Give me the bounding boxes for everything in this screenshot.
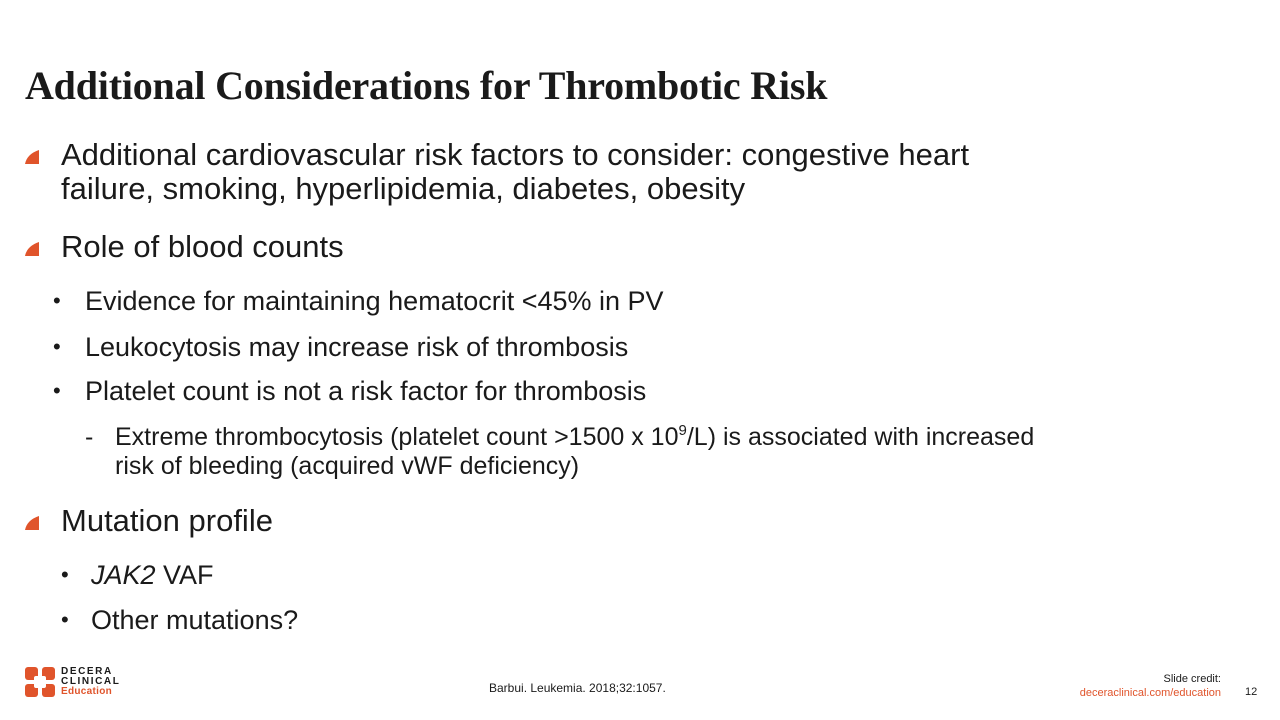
bullet-dot-icon: •	[53, 288, 61, 313]
logo-word-education: Education	[61, 686, 113, 697]
sub-bullet-leukocytosis	[53, 332, 629, 362]
bullet-marker-icon	[25, 150, 39, 164]
bullet-mutation-profile	[61, 504, 273, 538]
credit-link[interactable]: deceraclinical.com/education	[1079, 687, 1221, 699]
logo-mark-icon	[25, 667, 55, 697]
sub-bullet-other-mutations	[61, 605, 299, 635]
bullet-text: VAF	[155, 560, 214, 590]
bullet-text-post: /L) is associated with increased	[686, 423, 1035, 451]
sub-bullet-hematocrit	[53, 286, 664, 316]
logo-word-clinical: CLINICAL	[61, 676, 121, 687]
slide-credit	[1080, 672, 1221, 700]
superscript: 9	[678, 422, 687, 439]
bullet-dot-icon: •	[53, 334, 61, 359]
credit-label: Slide credit:	[1163, 673, 1221, 685]
bullet-text-line2: risk of bleeding (acquired vWF deficiency)	[115, 452, 580, 480]
decera-logo	[25, 667, 120, 697]
sub-bullet-platelet	[53, 376, 647, 406]
logo-word-decera: DECERA	[61, 666, 113, 677]
gene-name: JAK2	[91, 560, 156, 590]
bullet-blood-counts	[61, 230, 344, 264]
bullet-dot-icon: •	[61, 607, 69, 632]
bullet-marker-icon	[25, 516, 39, 530]
page-number: 12	[1245, 686, 1258, 698]
bullet-dash-icon: -	[85, 423, 94, 451]
sub-bullet-jak2	[61, 560, 214, 590]
bullet-text: Mutation profile	[61, 503, 273, 538]
sub-sub-bullet-thrombocytosis	[85, 422, 1035, 481]
bullet-text-line2: failure, smoking, hyperlipidemia, diabetes, obesity	[61, 171, 746, 206]
citation: Barbui. Leukemia. 2018;32:1057.	[489, 681, 666, 695]
bullet-marker-icon	[25, 242, 39, 256]
slide-title: Additional Considerations for Thrombotic Risk	[25, 63, 828, 108]
bullet-text: Other mutations?	[91, 605, 299, 635]
bullet-text-pre: Extreme thrombocytosis (platelet count >1500 x 10	[115, 423, 679, 451]
bullet-text: Role of blood counts	[61, 229, 344, 264]
bullet-cardiovascular-risk	[61, 138, 969, 206]
bullet-text: Platelet count is not a risk factor for thrombosis	[85, 376, 647, 406]
bullet-dot-icon: •	[53, 378, 61, 403]
bullet-text-line1: Additional cardiovascular risk factors to consider: congestive heart	[61, 137, 970, 172]
bullet-dot-icon: •	[61, 562, 69, 587]
bullet-text: Leukocytosis may increase risk of thrombosis	[85, 332, 629, 362]
bullet-text: Evidence for maintaining hematocrit <45% in PV	[85, 286, 664, 316]
